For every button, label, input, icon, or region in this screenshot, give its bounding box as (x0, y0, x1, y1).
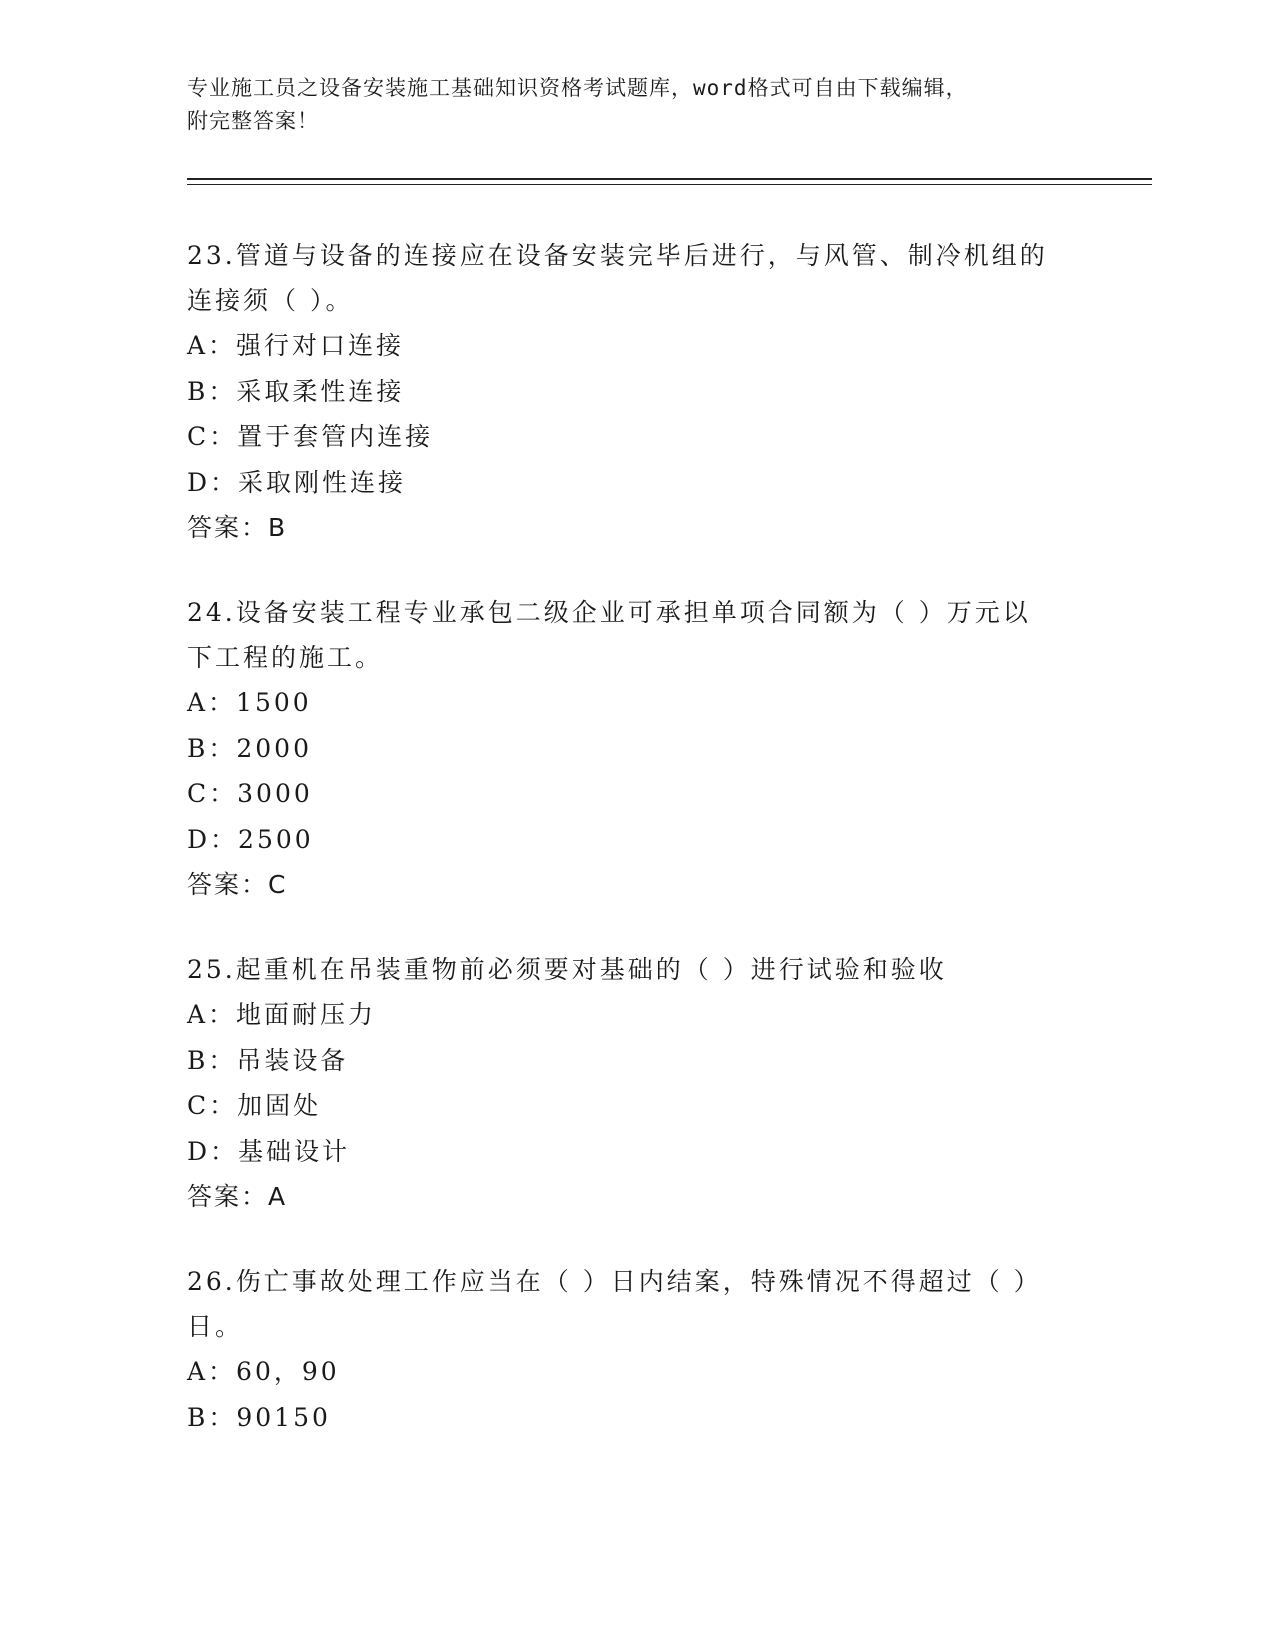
header-line-2: 附完整答案！ (187, 109, 319, 133)
option-a: A：地面耐压力 (187, 1000, 377, 1029)
question-text: 26.伤亡事故处理工作应当在（ ）日内结案，特殊情况不得超过（ ） (187, 1267, 1042, 1296)
option-b: B：2000 (187, 733, 312, 763)
answer-label: 答案：C (187, 870, 288, 899)
option-d: D：2500 (187, 824, 314, 854)
header-divider-thin (187, 184, 1152, 185)
option-d: D：采取刚性连接 (187, 467, 407, 497)
option-c: C：加固处 (187, 1091, 322, 1120)
question-23 (187, 233, 1087, 550)
question-text: 24.设备安装工程专业承包二级企业可承担单项合同额为（ ）万元以 (187, 598, 1031, 627)
question-25 (187, 947, 1087, 1219)
question-text: 25.起重机在吊装重物前必须要对基础的（ ）进行试验和验收 (187, 955, 947, 984)
option-c: C：置于套管内连接 (187, 422, 434, 451)
option-b: B：采取柔性连接 (187, 376, 405, 406)
option-c: C：3000 (187, 779, 313, 808)
question-26 (187, 1259, 1087, 1440)
question-24 (187, 590, 1087, 907)
answer-label: 答案：B (187, 513, 288, 542)
question-text-continued: 连接须（ ）。 (187, 286, 354, 315)
option-a: A：60，90 (187, 1357, 340, 1386)
document-header (187, 72, 1087, 138)
option-d: D：基础设计 (187, 1136, 351, 1166)
answer-label: 答案：A (187, 1182, 288, 1211)
option-b: B：吊装设备 (187, 1045, 349, 1075)
option-b: B：90150 (187, 1402, 331, 1432)
header-line-1: 专业施工员之设备安装施工基础知识资格考试题库，word格式可自由下载编辑， (187, 76, 968, 100)
question-list (187, 233, 1087, 1480)
option-a: A：强行对口连接 (187, 331, 405, 360)
header-divider-thick (187, 178, 1152, 180)
question-text-continued: 日。 (187, 1312, 244, 1341)
option-a: A：1500 (187, 688, 312, 717)
question-text-continued: 下工程的施工。 (187, 643, 384, 672)
question-text: 23.管道与设备的连接应在设备安装完毕后进行，与风管、制冷机组的 (187, 241, 1048, 270)
